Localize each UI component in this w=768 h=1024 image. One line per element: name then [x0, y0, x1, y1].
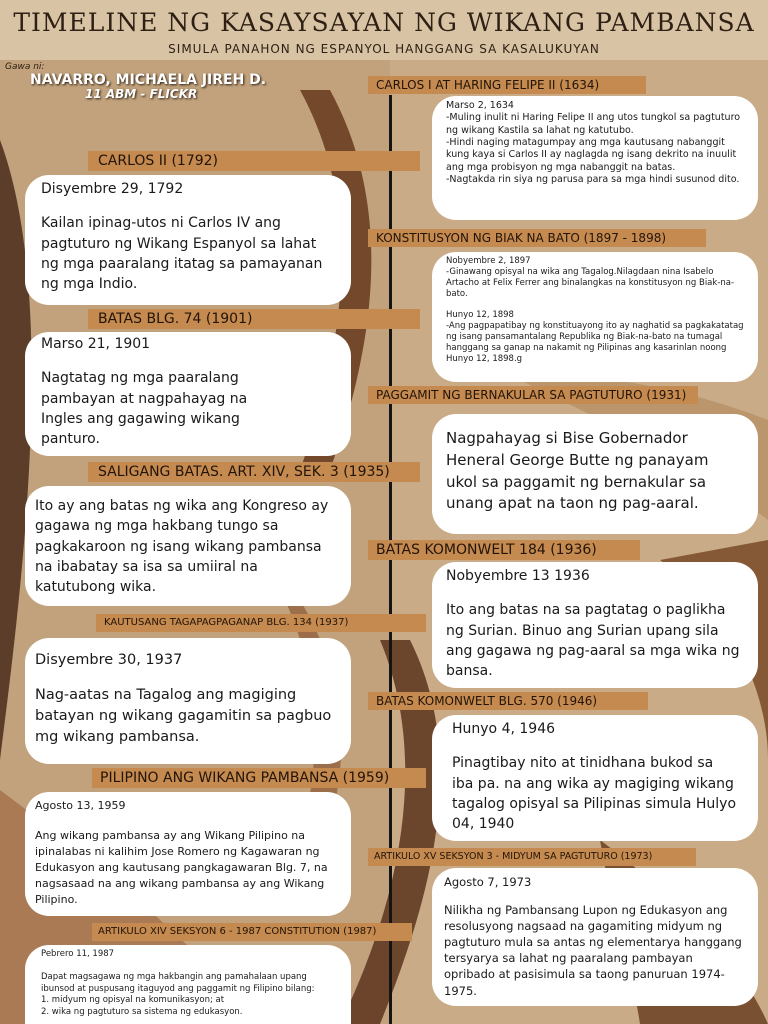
event-date-2: Hunyo 12, 1898 [446, 310, 514, 321]
event-date: Agosto 7, 1973 [444, 875, 532, 889]
event-banner-1946: BATAS KOMONWELT BLG. 570 (1946) [368, 692, 648, 710]
event-card-1959 [25, 792, 351, 916]
author-name: NAVARRO, MICHAELA JIREH D. [30, 72, 267, 88]
event-banner-1897: KONSTITUSYON NG BIAK NA BATO (1897 - 1898) [368, 229, 706, 247]
event-date: Disyembre 30, 1937 [35, 652, 183, 668]
event-body: -Muling inulit ni Haring Felipe II ang utos tungkol sa pagtuturo ng wikang Kastila sa lahat ng katutubo. -Hindi naging matagumpay ang mga kautusang nabanggit kung kaya si Carlos II ay naglagda ng isang dekrito na inuulit ang mga probisyon ng mga nabanggit na batas. -Nagtakda rin siya ng parusa para sa mga hindi susunod dito. [446, 112, 741, 186]
event-date: Disyembre 29, 1792 [41, 181, 184, 197]
event-body: Nagpahayag si Bise Gobernador Heneral George Butte ng panayam ukol sa paggamit ng bernakular sa unang apat na taon ng pag-aaral. [446, 429, 709, 513]
event-banner-1935: SALIGANG BATAS. ART. XIV, SEK. 3 (1935) [88, 462, 420, 482]
event-card-1973 [432, 868, 758, 1006]
event-banner-1987: ARTIKULO XIV SEKSYON 6 - 1987 CONSTITUTION (1987) [92, 923, 412, 941]
event-date: Pebrero 11, 1987 [41, 949, 115, 959]
event-banner-1792: CARLOS II (1792) [88, 151, 420, 171]
event-body: Ito ay ang batas ng wika ang Kongreso ay gagawa ng mga hakbang tungo sa pagkakaroon ng isang wikang pambansa na ibabatay sa isa sa umiiral na katutubong wika. [35, 498, 329, 596]
event-body: Nag-aatas na Tagalog ang magiging batayan ng wikang gagamitin sa pagbuo mg wikang pambansa. [35, 687, 332, 746]
event-body: Kailan ipinag-utos ni Carlos IV ang pagtuturo ng Wikang Espanyol sa lahat ng mga paaralang itatag sa pamayanan ng mga Indio. [41, 215, 323, 293]
event-date: Agosto 13, 1959 [35, 799, 126, 812]
event-date: Nobyembre 2, 1897 [446, 256, 531, 266]
event-banner-1973: ARTIKULO XV SEKSYON 3 - MIDYUM SA PAGTUTURO (1973) [368, 848, 696, 866]
event-card-1931 [432, 414, 758, 534]
event-banner-1901: BATAS BLG. 74 (1901) [88, 309, 420, 329]
event-banner-1931: PAGGAMIT NG BERNAKULAR SA PAGTUTURO (1931) [368, 386, 698, 404]
event-card-1897 [432, 252, 758, 382]
event-date: Hunyo 4, 1946 [452, 721, 556, 737]
event-banner-1634: CARLOS I AT HARING FELIPE II (1634) [368, 76, 646, 94]
event-body: Nilikha ng Pambansang Lupon ng Edukasyon ang resolusyong nagsaad na gagamiting midyum ng pagtuturo mula sa antas ng elementarya hanggang tersyarya sa lahat ng paaralang pambayan opribado at pasisimula sa taong panuruan 1974-1975. [444, 903, 742, 998]
event-body-2: -Ang pagpapatibay ng konstituayong ito ay naghatid sa pagkakatatag ng isang pansamantalang Republika ng Biak-na-bato na tumagal hanggang sa ganap na nakamit ng Pilipinas ang kasarinlan noong Hunyo 12, 1898.g [446, 321, 744, 365]
event-body: -Ginawang opisyal na wika ang Tagalog.Nilagdaan nina Isabelo Artacho at Felix Ferrer ang binalangkas na konstitusyon ng Biak-na-bato. [446, 267, 735, 300]
author-class: 11 ABM - FLICKR [85, 87, 198, 101]
event-body: Nagtatag ng mga paaralang pambayan at nagpahayag na Ingles ang gagawing wikang panturo. [41, 370, 248, 448]
event-card-1987 [25, 945, 351, 1024]
event-card-1792 [25, 175, 351, 305]
event-body: Ito ang batas na sa pagtatag o paglikha ng Surian. Binuo ang Surian upang sila ang gagawa ng pag-aaral sa mga wika ng bansa. [446, 602, 740, 680]
event-body: Dapat magsagawa ng mga hakbangin ang pamahalaan upang ibunsod at puspusang itaguyod ang paggamit ng Filipino bilang: 1. midyum ng opisyal na komunikasyon; at 2. wika ng pagtuturo sa sistema ng edukasyon. [41, 972, 315, 1017]
event-banner-1959: PILIPINO ANG WIKANG PAMBANSA (1959) [92, 768, 426, 788]
event-date: Marso 21, 1901 [41, 336, 151, 352]
event-banner-1937: KAUTUSANG TAGAPAGPAGANAP BLG. 134 (1937) [96, 614, 426, 632]
event-date: Marso 2, 1634 [446, 100, 514, 111]
event-date: Nobyembre 13 1936 [446, 568, 590, 584]
event-card-1901 [25, 332, 351, 456]
author-label: Gawa ni: [5, 62, 45, 72]
event-banner-1936: BATAS KOMONWELT 184 (1936) [368, 540, 640, 560]
event-card-1937 [25, 638, 351, 764]
event-card-1935 [25, 486, 351, 606]
event-body: Pinagtibay nito at tinidhana bukod sa iba pa. na ang wika ay magiging wikang tagalog opisyal sa Pilipinas simula Hulyo 04, 1940 [452, 755, 737, 833]
event-body: Ang wikang pambansa ay ang Wikang Pilipino na ipinalabas ni kalihim Jose Romero ng Kagawaran ng Edukasyon ang kautusang pangkagawaran Blg. 7, na nagsasaad na ang wikang pambansa ay ang Wikang Pilipino. [35, 828, 328, 906]
event-card-1946 [432, 715, 758, 841]
event-card-1936 [432, 562, 758, 688]
page-subtitle: SIMULA PANAHON NG ESPANYOL HANGGANG SA KASALUKUYAN [168, 42, 600, 56]
event-card-1634 [432, 96, 758, 220]
page-title: TIMELINE NG KASAYSAYAN NG WIKANG PAMBANSA [13, 8, 755, 37]
